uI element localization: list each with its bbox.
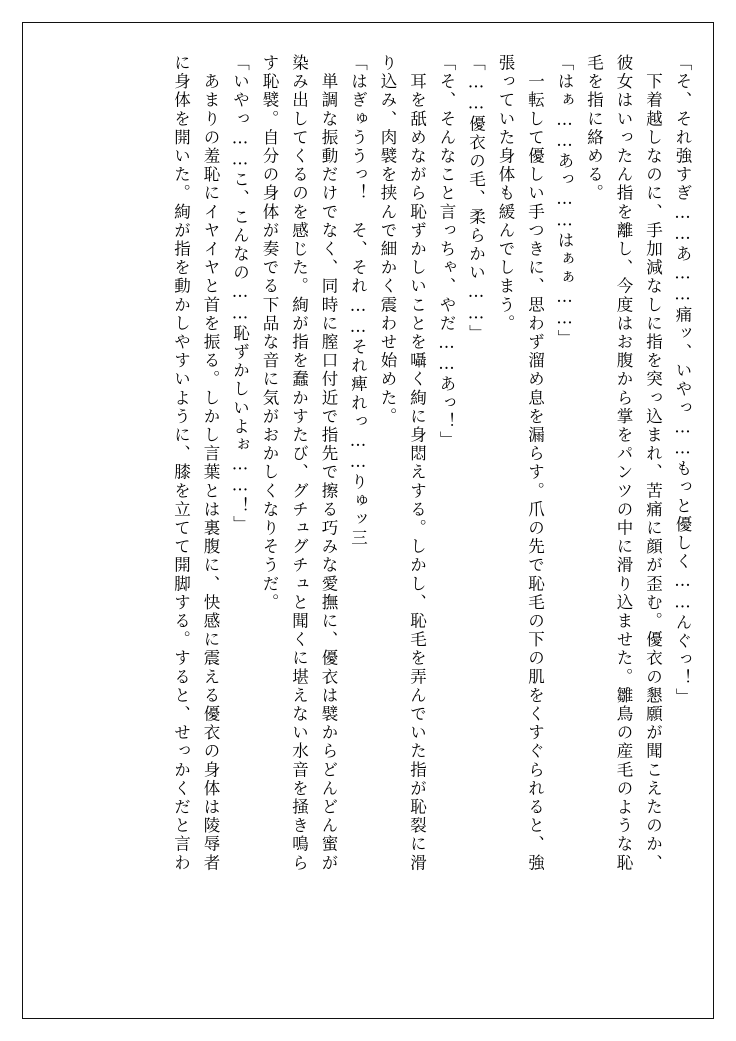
text-line: り込み、肉襞を挟んで細かく震わせ始めた。 [378, 54, 397, 426]
text-line: あまりの羞恥にイヤイヤと首を振る。しかし言葉とは裏腹に、快感に震える優衣の身体は陵辱者 [201, 54, 220, 873]
text-line: 「……優衣の毛、柔らかい……」 [466, 54, 486, 343]
text-line: 「そ、それ強すぎ……あ……痛ッ、いやっ……もっと優しく……んぐっ！」 [673, 54, 692, 707]
vertical-text-body [46, 54, 690, 989]
text-line: 一転して優しい手つきに、思わず溜め息を漏らす。爪の先で恥毛の下の肌をくすぐられると、強 [525, 54, 545, 873]
text-line: 下着越しなのに、手加減なしに指を突っ込まれ、苦痛に顔が歪む。優衣の懇願が聞こえたのか、 [643, 54, 663, 873]
text-line: 染み出してくるのを感じた。絢が指を蠢かすたび、グチュグチュと聞くに堪えない水音を掻き鳴ら [289, 54, 309, 873]
text-line: 「はぁ……あっ……はぁぁ……」 [555, 54, 574, 348]
text-line: に身体を開いた。絢が指を動かしやすいように、膝を立てて開脚する。すると、せっかくだと言わ [171, 54, 191, 873]
text-line: 「そ、そんなこと言っちゃ、やだ……あっ！」 [437, 54, 456, 450]
text-line: 単調な振動だけでなく、同時に膣口付近で指先で擦る巧みな愛撫に、優衣は襞からどんどん蜜が [319, 54, 338, 873]
text-line: 「いやっ……こ、こんなの……恥ずかしいよぉ……！」 [230, 54, 250, 534]
text-line: す恥襞。自分の身体が奏でる下品な音に気がおかしくなりそうだ。 [260, 54, 279, 612]
text-line: 彼女はいったん指を離し、今度はお腹から掌をパンツの中に滑り込ませた。雛鳥の産毛のような恥 [614, 54, 633, 873]
text-line: 張っていた身体も緩んでしまう。 [496, 54, 515, 333]
text-line: 毛を指に絡める。 [584, 54, 604, 203]
text-line: 耳を舐めながら恥ずかしいことを囁く絢に身悶えする。しかし、恥毛を弄んでいた指が恥裂に滑 [407, 54, 427, 873]
text-line: 「はぎゅううっ！ そ、それ……それ痺れっ……りゅッ三 [348, 54, 368, 548]
